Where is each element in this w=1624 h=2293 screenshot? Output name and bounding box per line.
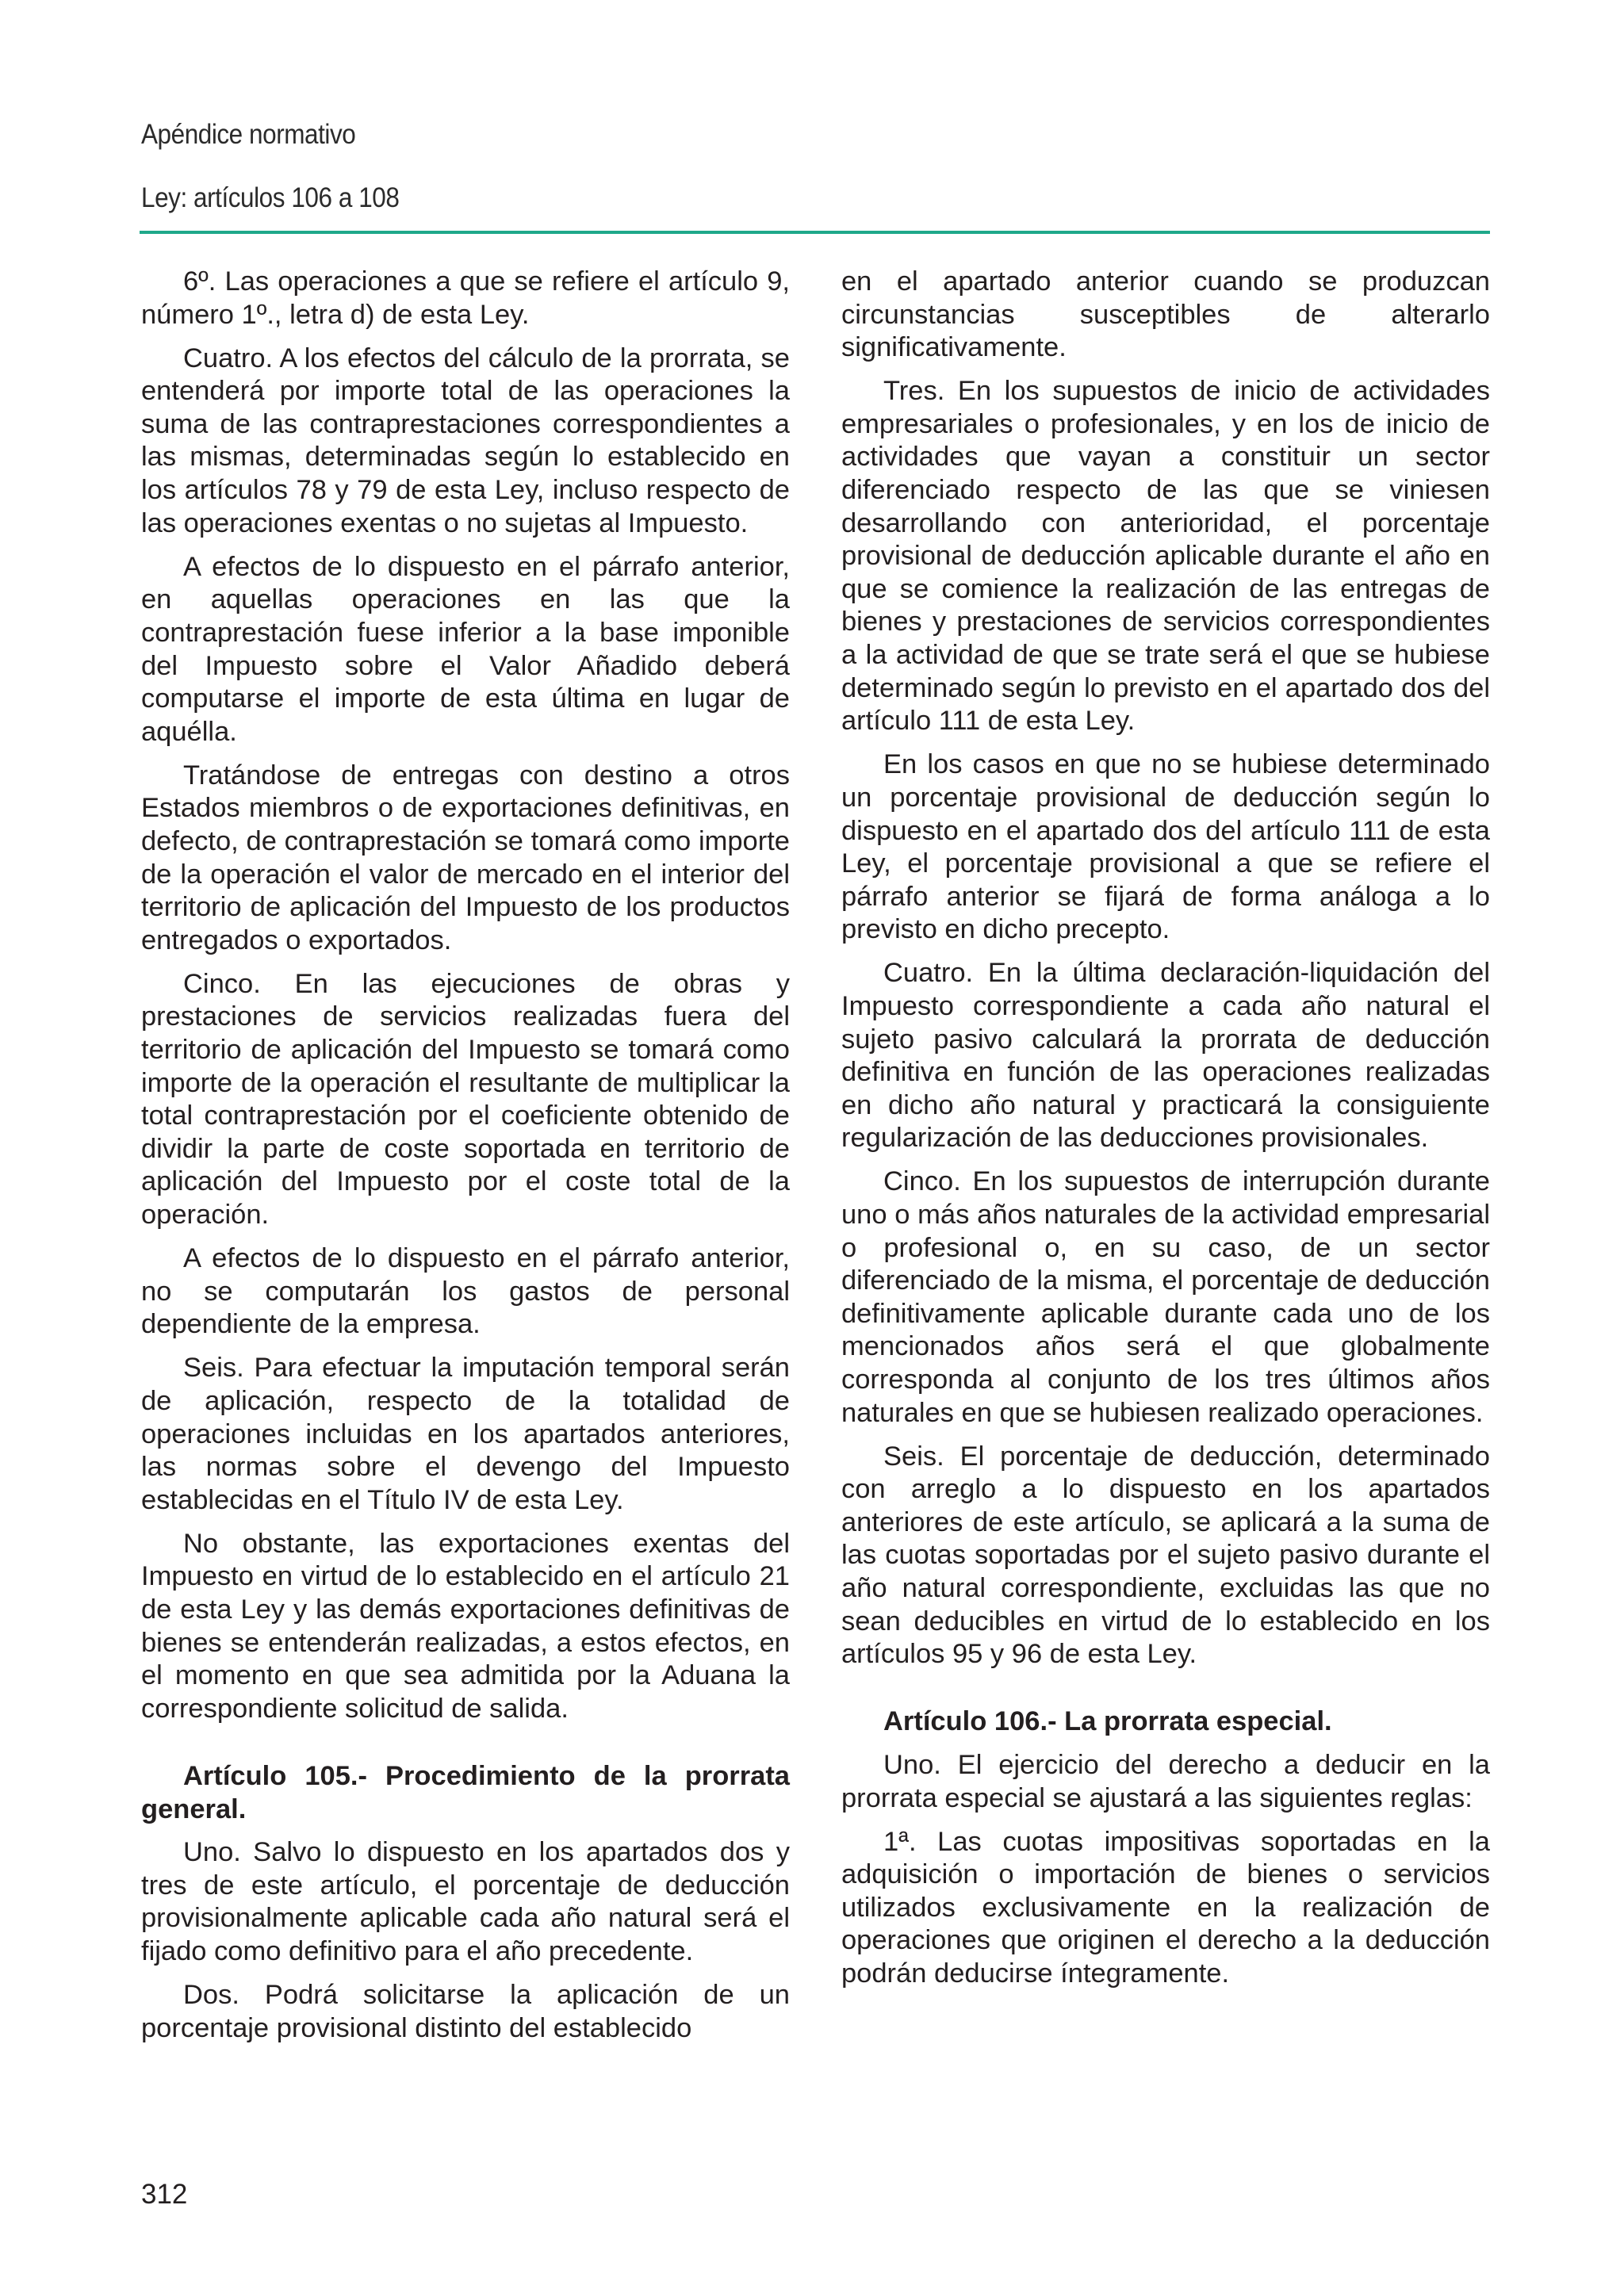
paragraph: Cinco. En las ejecuciones de obras y prestaciones de servicios realizadas fuera del territorio de aplicación del Impuesto se tomará como importe de la operación el resultante de multiplicar la total contraprestación por el coeficiente obtenido de dividir la parte de coste soportada en territorio de aplicación del Impuesto por el coste total de la operación.	[141, 968, 790, 1231]
paragraph: Tres. En los supuestos de inicio de actividades empresariales o profesionales, y en los de inicio de actividades que vayan a constituir un sector diferenciado respecto de las que se viniesen desarrollando con anterioridad, el porcentaje provisional de deducción aplicable durante el año en que se comience la realización de las entregas de bienes y prestaciones de servicios correspondientes a la actividad de que se trate será el que se hubiese determinado según lo previsto en el apartado dos del artículo 111 de esta Ley.	[841, 376, 1490, 737]
spacer	[141, 1736, 790, 1760]
page-number: 312	[141, 2179, 188, 2210]
paragraph: Cuatro. A los efectos del cálculo de la prorrata, se entenderá por importe total de las operaciones la suma de las contraprestaciones correspondientes a las mismas, determinadas según lo establecido en los artículos 78 y 79 de esta Ley, incluso respecto de las operaciones exentas o no sujetas al Impuesto.	[141, 343, 790, 538]
paragraph: A efectos de lo dispuesto en el párrafo anterior, en aquellas operaciones en las que la contraprestación fuese inferior a la base imponible del Impuesto sobre el Valor Añadido deberá computarse el importe de esta última en lugar de aquélla.	[141, 551, 790, 747]
paragraph: Tratándose de entregas con destino a otros Estados miembros o de exportaciones definitivas, en defecto, de contraprestación se tomará como importe de la operación el valor de mercado en el interior del territorio de aplicación del Impuesto de los productos entregados o exportados.	[141, 760, 790, 955]
paragraph: Uno. El ejercicio del derecho a deducir en la prorrata especial se ajustará a las siguientes reglas:	[841, 1749, 1490, 1813]
article-105-heading: Artículo 105.- Procedimiento de la prorrata general.	[141, 1760, 790, 1824]
paragraph: No obstante, las exportaciones exentas del Impuesto en virtud de lo establecido en el artículo 21 de esta Ley y las demás exportaciones definitivas de bienes se entenderán realizadas, a estos efectos, en el momento en que sea admitida por la Aduana la correspondiente solicitud de salida.	[141, 1528, 790, 1724]
running-header	[141, 119, 1489, 214]
paragraph: 1ª. Las cuotas impositivas soportadas en la adquisición o importación de bienes o servicios utilizados exclusivamente en la realización de operaciones que originen el derecho a la deducción podrán deducirse íntegramente.	[841, 1826, 1490, 1989]
paragraph: 6º. Las operaciones a que se refiere el artículo 9, número 1º., letra d) de esta Ley.	[141, 266, 790, 330]
left-column	[141, 266, 790, 2056]
paragraph: Seis. Para efectuar la imputación temporal serán de aplicación, respecto de la totalidad de operaciones incluidas en los apartados anteriores, las normas sobre el devengo del Impuesto establecidas en el Título IV de esta Ley.	[141, 1353, 790, 1515]
paragraph: En los casos en que no se hubiese determinado un porcentaje provisional de deducción según lo dispuesto en el apartado dos del artículo 111 de esta Ley, el porcentaje provisional a que se refiere el párrafo anterior se fijará de forma análoga a lo previsto en dicho precepto.	[841, 749, 1490, 945]
header-section: Apéndice normativo	[141, 119, 356, 150]
spacer	[841, 1682, 1490, 1705]
header-subsection: Ley: artículos 106 a 108	[141, 182, 400, 213]
header-divider	[140, 231, 1490, 234]
paragraph: Seis. El porcentaje de deducción, determinado con arreglo a lo dispuesto en los apartados anteriores de este artículo, se aplicará a la suma de las cuotas soportadas por el sujeto pasivo durante el año natural correspondiente, excluidas las que no sean deducibles en virtud de lo establecido en los artículos 95 y 96 de esta Ley.	[841, 1441, 1490, 1670]
paragraph: Dos. Podrá solicitarse la aplicación de un porcentaje provisional distinto del establecido	[141, 1980, 790, 2043]
article-106-heading: Artículo 106.- La prorrata especial.	[883, 1706, 1332, 1737]
paragraph: Uno. Salvo lo dispuesto en los apartados dos y tres de este artículo, el porcentaje de deducción provisionalmente aplicable cada año natural será el fijado como definitivo para el año precedente.	[141, 1837, 790, 1966]
right-column	[841, 266, 1490, 2001]
paragraph: A efectos de lo dispuesto en el párrafo anterior, no se computarán los gastos de personal dependiente de la empresa.	[141, 1243, 790, 1340]
paragraph: Cinco. En los supuestos de interrupción durante uno o más años naturales de la actividad empresarial o profesional o, en su caso, de un sector diferenciado de la misma, el porcentaje de deducción definitivamente aplicable durante cada uno de los mencionados años será el que globalmente corresponda al conjunto de los tres últimos años naturales en que se hubiesen realizado operaciones.	[841, 1166, 1490, 1428]
paragraph: en el apartado anterior cuando se produzcan circunstancias susceptibles de alterarlo significativamente.	[841, 266, 1490, 363]
paragraph: Cuatro. En la última declaración-liquidación del Impuesto correspondiente a cada año natural el sujeto pasivo calculará la prorrata de deducción definitiva en función de las operaciones realizadas en dicho año natural y practicará la consiguiente regularización de las deducciones provisionales.	[841, 958, 1490, 1154]
